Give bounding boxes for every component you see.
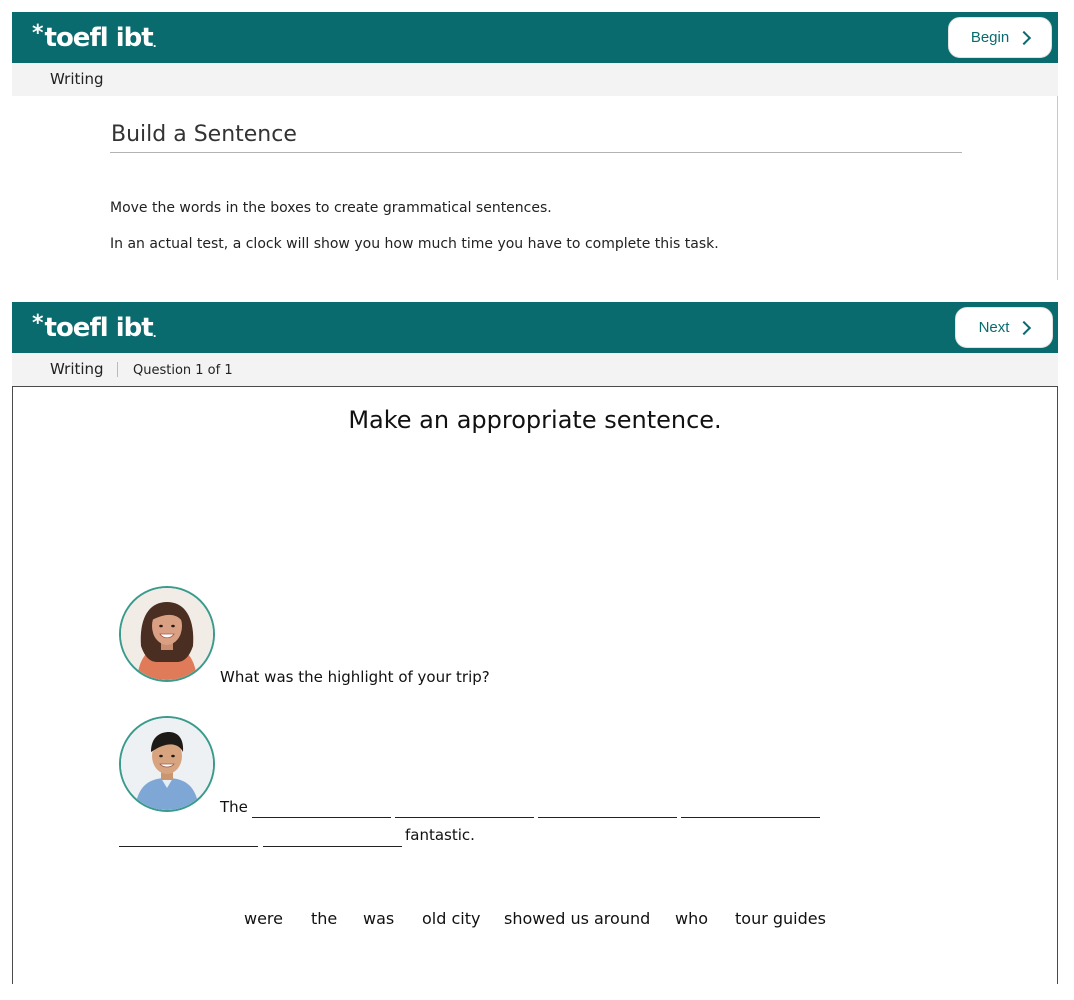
task-title: Build a Sentence [111, 122, 297, 147]
begin-button[interactable] [948, 17, 1052, 58]
response-end-text: fantastic. [405, 826, 475, 844]
top-header-bar [12, 302, 1058, 353]
instruction-text: In an actual test, a clock will show you how much time you have to complete this task. [110, 236, 719, 252]
word-tile-old-city[interactable]: old city [422, 909, 481, 928]
title-divider [110, 152, 962, 153]
section-label: Writing [50, 360, 104, 378]
word-tile-who[interactable]: who [675, 909, 709, 928]
answer-blank-2[interactable] [395, 798, 534, 818]
top-header-bar [12, 12, 1058, 63]
next-button-label: Next [978, 319, 1010, 336]
next-button[interactable] [955, 307, 1053, 348]
question-screen [12, 302, 1058, 984]
section-bar [12, 63, 1058, 96]
word-tile-was[interactable]: was [363, 909, 395, 928]
word-tile-showed-us-around[interactable]: showed us around [504, 909, 651, 928]
speaker-avatar-woman [119, 586, 215, 682]
answer-blank-3[interactable] [538, 798, 677, 818]
intro-screen [12, 12, 1058, 280]
question-content-area [12, 386, 1058, 984]
answer-blank-4[interactable] [681, 798, 820, 818]
section-separator [117, 362, 118, 377]
chevron-right-icon [1017, 30, 1031, 44]
instruction-text: Move the words in the boxes to create grammatical sentences. [110, 200, 552, 216]
section-bar [12, 353, 1058, 386]
word-tile-were[interactable]: were [244, 909, 283, 928]
answer-blank-6[interactable] [263, 827, 402, 847]
word-tile-the[interactable]: the [311, 909, 338, 928]
section-label: Writing [50, 70, 104, 88]
toefl-ibt-logo: *toefl ibt. [32, 311, 157, 343]
speaker-question-text: What was the highlight of your trip? [220, 668, 490, 686]
question-counter: Question 1 of 1 [133, 363, 233, 378]
word-tile-tour-guides[interactable]: tour guides [735, 909, 826, 928]
chevron-right-icon [1017, 320, 1031, 334]
begin-button-label: Begin [970, 29, 1010, 46]
speaker-avatar-man [119, 716, 215, 812]
question-prompt: Make an appropriate sentence. [348, 406, 722, 434]
answer-blank-5[interactable] [119, 827, 258, 847]
answer-blank-1[interactable] [252, 798, 391, 818]
response-start-text: The [220, 798, 248, 816]
toefl-ibt-logo: *toefl ibt. [32, 21, 157, 53]
